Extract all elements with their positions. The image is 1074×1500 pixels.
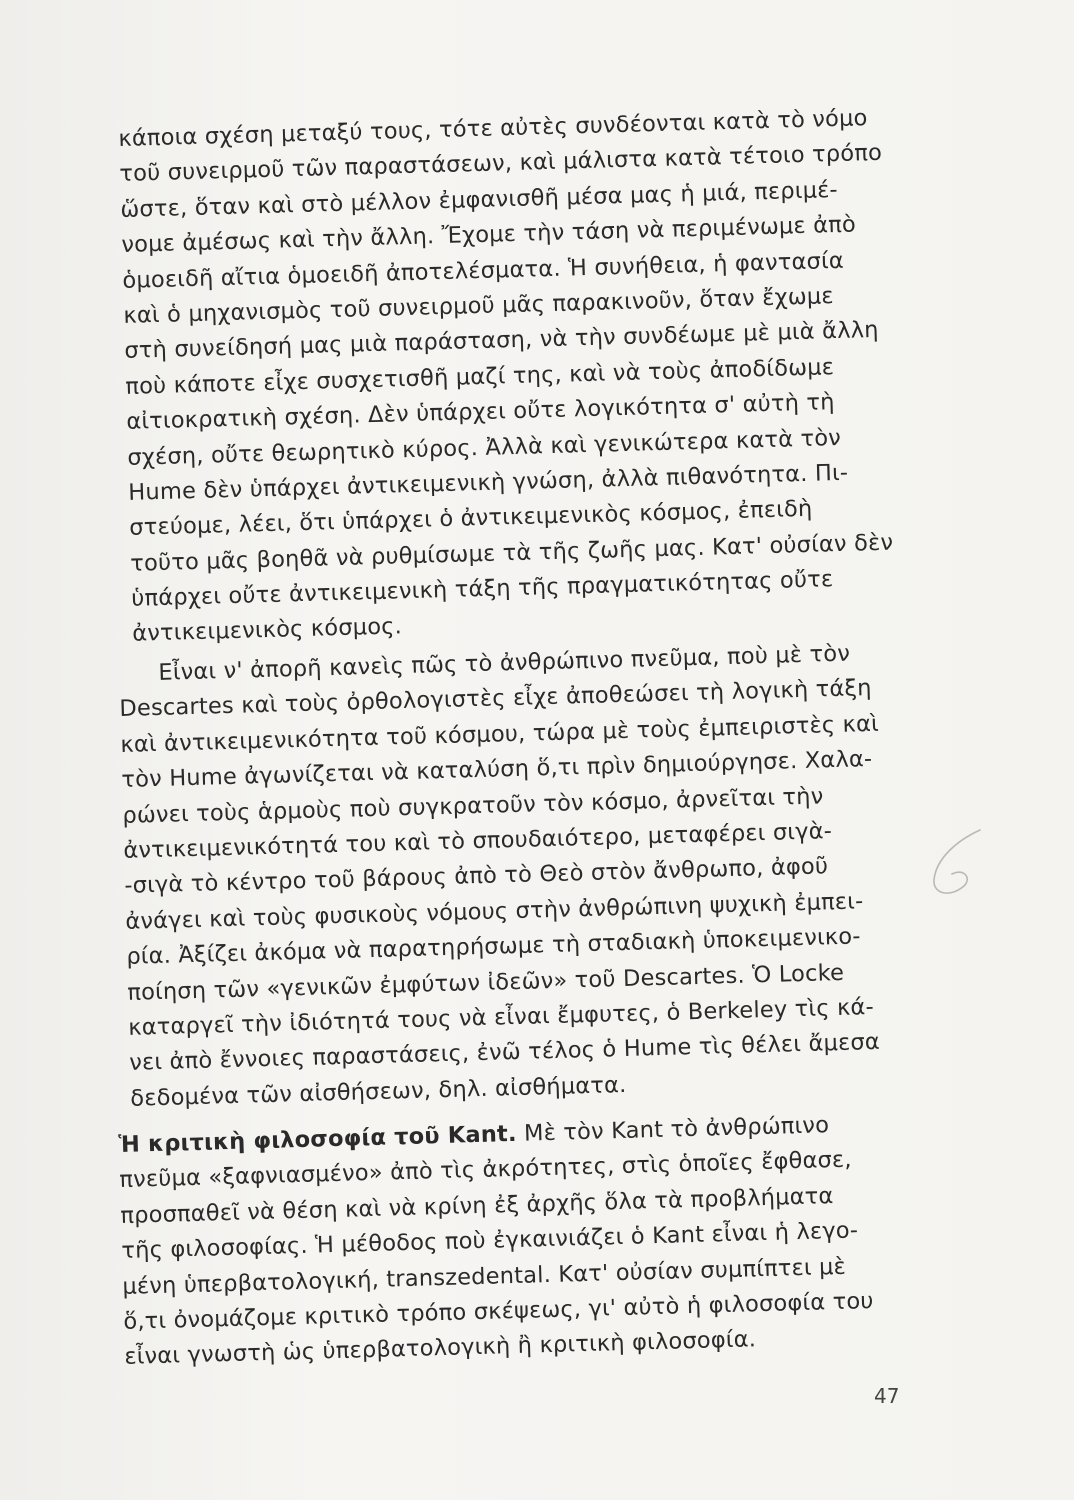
text-line: τὸν Hume ἀγωνίζεται νὰ καταλύση ὅ,τι πρὶν δημιούργησε. Χαλα-	[121, 746, 873, 794]
text-line: καὶ ἀντικειμενικότητα τοῦ κόσμου, τώρα μὲ τοὺς ἐμπειριστὲς καὶ	[120, 710, 880, 758]
text-line: νομε ἀμέσως καὶ τὴν ἄλλη. Ἔχομε τὴν τάση νὰ περιμένωμε ἀπὸ	[121, 211, 857, 259]
heading-line-rest: Μὲ τὸν Kant τὸ ἀνθρώπινο	[516, 1112, 830, 1147]
text-line: τοῦ συνειρμοῦ τῶν παραστάσεων, καὶ μάλιστα κατὰ τέτοιο τρόπο	[119, 140, 883, 188]
text-line: -σιγὰ τὸ κέντρο τοῦ βάρους ἀπὸ τὸ Θεὸ στὸν ἄνθρωπο, ἀφοῦ	[124, 853, 829, 900]
text-line: Hume δὲν ὑπάρχει ἀντικειμενικὴ γνώση, ἀλλὰ πιθανότητα. Πι-	[127, 459, 849, 506]
text-line: Εἶναι ν' ἀπορῆ κανεὶς πῶς τὸ ἀνθρώπινο πνεῦμα, ποὺ μὲ τὸν	[158, 640, 851, 686]
text-line: νει ἀπὸ ἔννοιες παραστάσεις, ἐνῶ τέλος ὁ Hume τὶς θέλει ἄμεσα	[128, 1029, 881, 1077]
paragraph-2	[118, 635, 921, 1117]
text-line: Descartes καὶ τοὺς ὀρθολογιστὲς εἶχε ἀποθεώσει τὴ λογικὴ τάξη	[119, 675, 873, 723]
text-line: τοῦτο μᾶς βοηθᾶ νὰ ρυθμίσωμε τὰ τῆς ζωῆς μας. Κατ' οὐσίαν δὲν	[129, 529, 894, 577]
text-line: μένη ὑπερβατολογική, transzedental. Κατ' οὐσίαν συμπίπτει μὲ	[122, 1253, 847, 1300]
text-line: ἀνάγει καὶ τοὺς φυσικοὺς νόμους στὴν ἀνθρώπινη ψυχικὴ ἐμπει-	[125, 888, 864, 935]
text-line: καταργεῖ τὴν ἰδιότητά τους νὰ εἶναι ἔμφυτες, ὁ Berkeley τὶς κά-	[127, 993, 875, 1041]
paragraph-3	[118, 1106, 915, 1376]
text-line: ρώνει τοὺς ἁρμοὺς ποὺ συγκρατοῦν τὸν κόσμο, ἀρνεῖται τὴν	[122, 782, 824, 829]
page-number: 47	[874, 1384, 900, 1408]
text-line: ἀντικειμενικότητά του καὶ τὸ σπουδαιότερο, μεταφέρει σιγὰ-	[123, 818, 833, 864]
section-heading: Ἡ κριτικὴ φιλοσοφία τοῦ Kant.	[118, 1120, 518, 1158]
text-line: αἰτιοκρατικὴ σχέση. Δὲν ὑπάρχει οὔτε λογικότητα σ' αὐτὴ τὴ	[126, 389, 835, 436]
text-line: ποὺ κάποτε εἶχε συσχετισθῆ μαζί της, καὶ νὰ τοὺς ἀποδίδωμε	[125, 353, 835, 400]
text-line: ἀντικειμενικὸς κόσμος.	[131, 613, 403, 648]
text-line: κάποια σχέση μεταξύ τους, τότε αὐτὲς συνδέονται κατὰ τὸ νόμο	[118, 105, 868, 152]
text-line: ὥστε, ὅταν καὶ στὸ μέλλον ἐμφανισθῆ μέσα μας ἡ μιά, περιμέ-	[120, 176, 839, 223]
text-line: προσπαθεῖ νὰ θέση καὶ νὰ κρίνη ἐξ ἀρχῆς ὅλα τὰ προβλήματα	[120, 1182, 834, 1229]
text-line: στὴ συνείδησή μας μιὰ παράσταση, νὰ τὴν συνδέωμε μὲ μιὰ ἄλλη	[124, 317, 879, 365]
handwritten-pencil-mark-icon	[928, 822, 988, 902]
text-line: στεύομε, λέει, ὅτι ὑπάρχει ὁ ἀντικειμενικὸς κόσμος, ἐπειδὴ	[128, 496, 813, 542]
text-line: καὶ ὁ μηχανισμὸς τοῦ συνειρμοῦ μᾶς παρακινοῦν, ὅταν ἔχωμε	[123, 283, 835, 329]
text-line: ρία. Ἀξίζει ἀκόμα νὰ παρατηρήσωμε τὴ σταδιακὴ ὑποκειμενικο-	[126, 923, 861, 971]
text-line: ποίηση τῶν «γενικῶν ἐμφύτων ἰδεῶν» τοῦ Descartes. Ὁ Locke	[127, 959, 845, 1006]
paragraph-1	[118, 100, 923, 653]
text-line: σχέση, οὔτε θεωρητικὸ κύρος. Ἀλλὰ καὶ γενικώτερα κατὰ τὸν	[127, 424, 842, 471]
text-line: εἶναι γνωστὴ ὡς ὑπερβατολογικὴ ἢ κριτικὴ φιλοσοφία.	[124, 1326, 757, 1371]
text-line: δεδομένα τῶν αἰσθήσεων, δηλ. αἰσθήματα.	[129, 1071, 627, 1112]
text-line: ὑπάρχει οὔτε ἀντικειμενικὴ τάξη τῆς πραγματικότητας οὔτε	[130, 566, 834, 612]
text-line: ὅ,τι ὀνομάζομε κριτικὸ τρόπο σκέψεως, γι' αὐτὸ ἡ φιλοσοφία του	[123, 1287, 874, 1335]
text-line: πνεῦμα «ξαφνιασμένο» ἀπὸ τὶς ἀκρότητες, στὶς ὁποῖες ἔφθασε,	[119, 1146, 853, 1194]
text-line: τῆς φιλοσοφίας. Ἡ μέθοδος ποὺ ἐγκαινιάζει ὁ Kant εἶναι ἡ λεγο-	[121, 1217, 859, 1265]
text-line: ὁμοειδῆ αἴτια ὁμοειδῆ ἀποτελέσματα. Ἡ συνήθεια, ἡ φαντασία	[122, 247, 845, 294]
